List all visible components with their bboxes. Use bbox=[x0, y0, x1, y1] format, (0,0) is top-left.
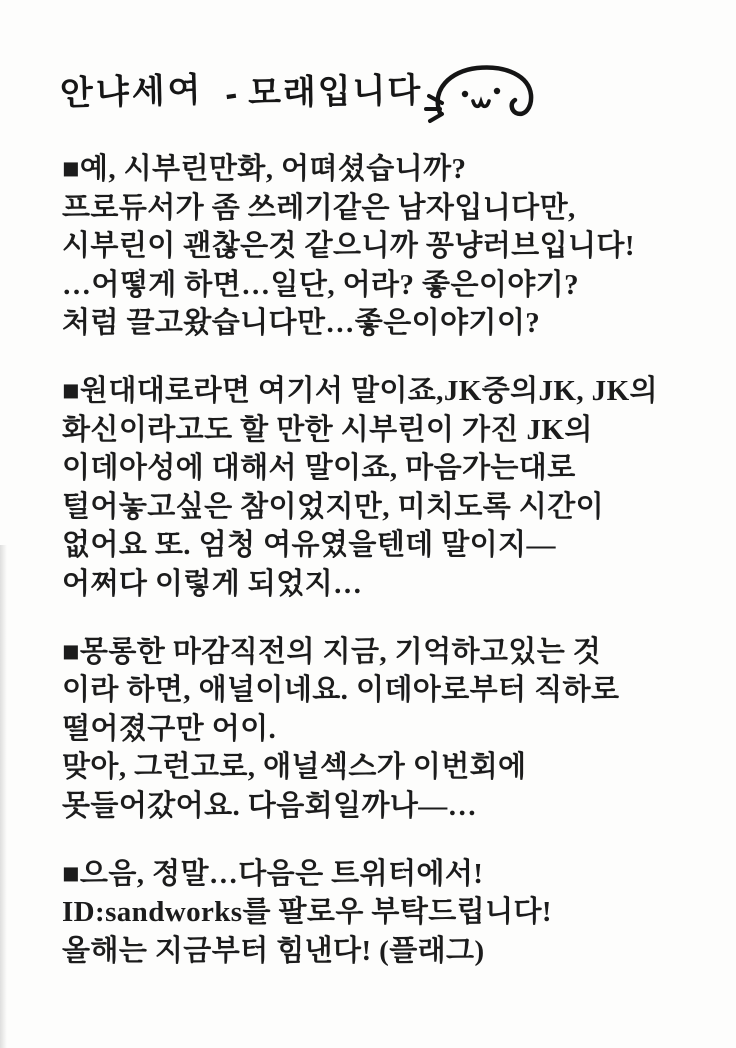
text-line: 떨어졌구만 어이. bbox=[62, 712, 277, 745]
text-line: ■몽롱한 마감직전의 지금, 기억하고있는 것 bbox=[62, 635, 602, 668]
text-line: 시부린이 괜찮은것 같으니까 꽁냥러브입니다! bbox=[62, 230, 635, 263]
text-line: 화신이라고도 할 만한 시부린이 가진 JK의 bbox=[62, 413, 593, 446]
paragraph-2 bbox=[62, 372, 682, 604]
title-name: 모래입니다 bbox=[247, 70, 423, 114]
title-greeting: 안냐세여 bbox=[59, 70, 204, 114]
paragraph-4 bbox=[62, 855, 682, 971]
afterword-text bbox=[62, 150, 682, 999]
text-line: 없어요 또. 엄청 여유였을텐데 말이지— bbox=[62, 529, 556, 562]
paragraph-1 bbox=[62, 150, 682, 343]
text-line: 올해는 지금부터 힘낸다! (플래그) bbox=[62, 934, 485, 967]
text-line: 이데아성에 대해서 말이죠, 마음가는대로 bbox=[62, 452, 576, 485]
text-line: ■으음, 정말…다음은 트위터에서! bbox=[62, 857, 484, 890]
blob-cat-face-doodle-icon bbox=[424, 60, 542, 132]
text-line: ■예, 시부린만화, 어뗘셨습니까? bbox=[62, 153, 467, 185]
text-line: 맞아, 그런고로, 애널섹스가 이번회에 bbox=[62, 751, 527, 784]
text-line: 프로듀서가 좀 쓰레기같은 남자입니다만, bbox=[62, 191, 576, 224]
title-dash: - bbox=[223, 77, 241, 114]
paragraph-3 bbox=[62, 633, 682, 826]
text-line: 이라 하면, 애널이네요. 이데아로부터 직하로 bbox=[62, 674, 620, 707]
text-line: 털어놓고싶은 참이었지만, 미치도록 시간이 bbox=[62, 490, 605, 523]
text-line: ID:sandworks를 팔로우 부탁드립니다! bbox=[62, 896, 552, 929]
text-line: …어떻게 하면…일단, 어라? 좋은이야기? bbox=[62, 268, 579, 301]
handwritten-title bbox=[60, 64, 542, 136]
text-line: ■원대대로라면 여기서 말이죠,JK중의JK, JK의 bbox=[62, 374, 658, 407]
text-line: 어쩌다 이렇게 되었지… bbox=[62, 567, 363, 600]
text-line: 못들어갔어요. 다음회일까나—… bbox=[62, 789, 478, 822]
text-line: 처럼 끌고왔습니다만…좋은이야기이? bbox=[62, 307, 541, 340]
